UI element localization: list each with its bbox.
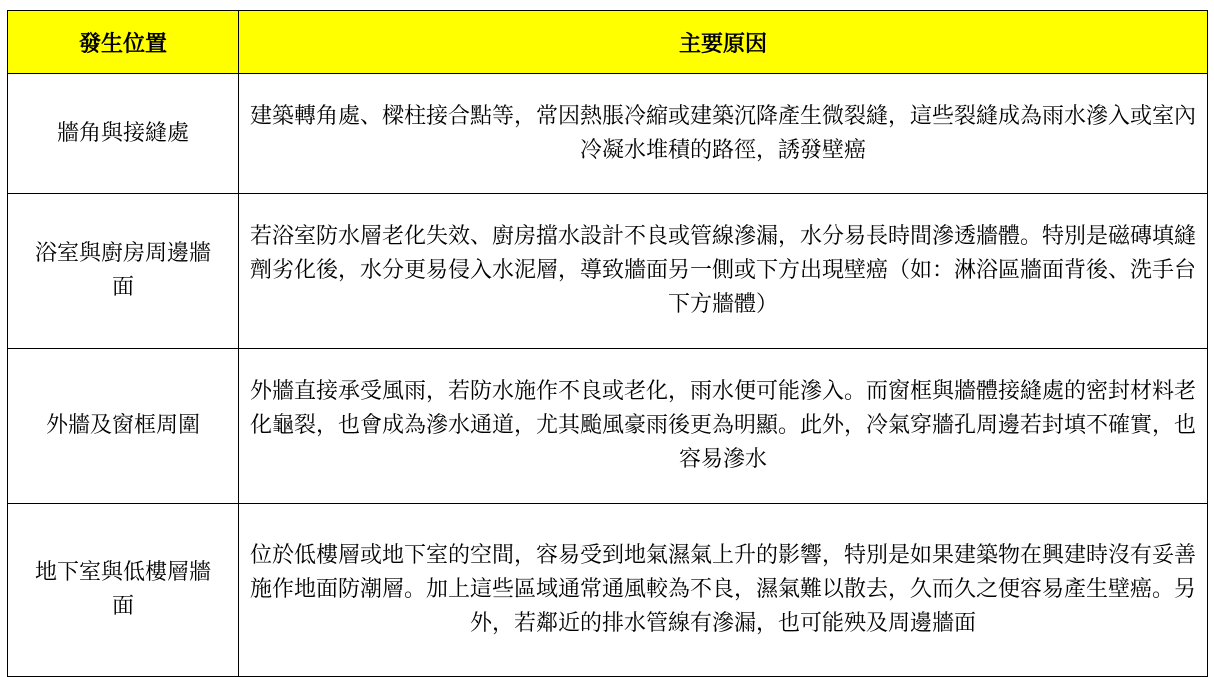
cause-table-wrapper	[7, 10, 1208, 677]
table-body	[8, 74, 1208, 677]
location-cell: 地下室與低樓層牆面	[8, 504, 239, 677]
reason-cell: 若浴室防水層老化失效、廚房擋水設計不良或管線滲漏，水分易長時間滲透牆體。特別是磁磚填縫劑劣化後，水分更易侵入水泥層，導致牆面另一側或下方出現壁癌（如：淋浴區牆面背後、洗手台下方牆體）	[239, 194, 1208, 349]
location-cell: 浴室與廚房周邊牆面	[8, 194, 239, 349]
cause-table	[7, 10, 1208, 677]
header-location: 發生位置	[8, 11, 239, 74]
table-header	[8, 11, 1208, 74]
reason-cell: 位於低樓層或地下室的空間，容易受到地氣濕氣上升的影響，特別是如果建築物在興建時沒有妥善施作地面防潮層。加上這些區域通常通風較為不良，濕氣難以散去，久而久之便容易產生壁癌。另外，若鄰近的排水管線有滲漏，也可能殃及周邊牆面	[239, 504, 1208, 677]
table-row	[8, 504, 1208, 677]
table-row	[8, 349, 1208, 504]
reason-cell: 外牆直接承受風雨，若防水施作不良或老化，雨水便可能滲入。而窗框與牆體接縫處的密封材料老化龜裂，也會成為滲水通道，尤其颱風豪雨後更為明顯。此外，冷氣穿牆孔周邊若封填不確實，也容易滲水	[239, 349, 1208, 504]
table-row	[8, 74, 1208, 194]
location-cell: 牆角與接縫處	[8, 74, 239, 194]
location-cell: 外牆及窗框周圍	[8, 349, 239, 504]
header-reason: 主要原因	[239, 11, 1208, 74]
reason-cell: 建築轉角處、樑柱接合點等，常因熱脹冷縮或建築沉降產生微裂縫，這些裂縫成為雨水滲入或室內冷凝水堆積的路徑，誘發壁癌	[239, 74, 1208, 194]
table-row	[8, 194, 1208, 349]
header-row	[8, 11, 1208, 74]
